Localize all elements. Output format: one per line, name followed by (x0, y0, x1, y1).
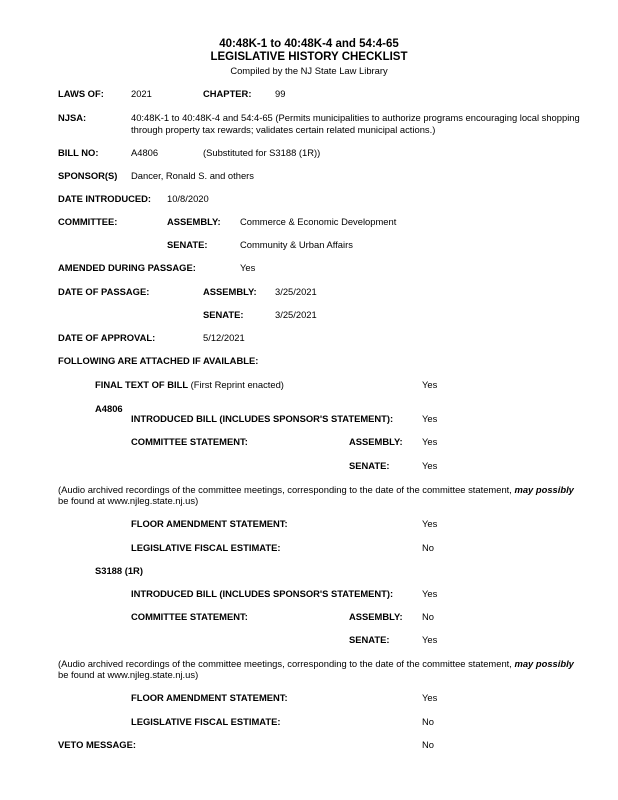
date-introduced-label: DATE INTRODUCED: (58, 193, 152, 204)
a4806-senate-label: SENATE: (349, 460, 390, 471)
date-introduced-value: 10/8/2020 (167, 193, 209, 204)
committee-assembly-value: Commerce & Economic Development (240, 216, 397, 227)
committee-label: COMMITTEE: (58, 216, 118, 227)
a4806-introduced-label: INTRODUCED BILL (INCLUDES SPONSOR'S STATEMENT): (131, 413, 394, 424)
audio-note-1-emph: may possibly (514, 484, 574, 495)
final-text-label: FINAL TEXT OF BILL (95, 379, 189, 390)
a4806-senate-value: Yes (422, 460, 438, 471)
s3188-floor-value: Yes (422, 692, 438, 703)
committee-senate-label: SENATE: (167, 239, 208, 250)
audio-note-2-line2: be found at www.njleg.state.nj.us) (58, 669, 199, 680)
bill-no-value: A4806 (131, 147, 159, 158)
compiled-by: Compiled by the NJ State Law Library (230, 65, 388, 76)
passage-label: DATE OF PASSAGE: (58, 286, 150, 297)
chapter-value: 99 (275, 88, 286, 99)
veto-value: No (422, 739, 434, 750)
njsa-label: NJSA: (58, 112, 87, 123)
sponsors-value: Dancer, Ronald S. and others (131, 170, 254, 181)
following-heading: FOLLOWING ARE ATTACHED IF AVAILABLE: (58, 355, 259, 366)
audio-note-2-text: (Audio archived recordings of the committee meetings, corresponding to the date of the committee statement, (58, 658, 515, 669)
approval-label: DATE OF APPROVAL: (58, 332, 156, 343)
s3188-introduced-label: INTRODUCED BILL (INCLUDES SPONSOR'S STATEMENT): (131, 588, 394, 599)
s3188-assembly-value: No (422, 611, 434, 622)
laws-of-label: LAWS OF: (58, 88, 104, 99)
audio-note-2-emph: may possibly (514, 658, 574, 669)
veto-label: VETO MESSAGE: (58, 739, 136, 750)
passage-senate-label: SENATE: (203, 309, 244, 320)
chapter-label: CHAPTER: (203, 88, 252, 99)
s3188-label: S3188 (1R) (95, 565, 143, 576)
amended-value: Yes (240, 262, 256, 273)
committee-senate-value: Community & Urban Affairs (240, 239, 353, 250)
bill-no-note: (Substituted for S3188 (1R)) (203, 147, 321, 158)
passage-assembly-label: ASSEMBLY: (203, 286, 257, 297)
bill-no-label: BILL NO: (58, 147, 99, 158)
s3188-introduced-value: Yes (422, 588, 438, 599)
a4806-assembly-label: ASSEMBLY: (349, 436, 403, 447)
audio-note-1 (58, 484, 574, 495)
final-text-row (95, 379, 284, 390)
a4806-label: A4806 (95, 403, 123, 414)
s3188-fiscal-label: LEGISLATIVE FISCAL ESTIMATE: (131, 716, 281, 727)
committee-assembly-label: ASSEMBLY: (167, 216, 221, 227)
passage-assembly-value: 3/25/2021 (275, 286, 317, 297)
laws-of-value: 2021 (131, 88, 152, 99)
a4806-fiscal-label: LEGISLATIVE FISCAL ESTIMATE: (131, 542, 281, 553)
passage-senate-value: 3/25/2021 (275, 309, 317, 320)
njsa-line-1: 40:48K-1 to 40:48K-4 and 54:4-65 (Permits municipalities to authorize programs encouraging local shopping (131, 112, 580, 123)
page-title: 40:48K-1 to 40:48K-4 and 54:4-65 (219, 38, 399, 50)
a4806-committee-label: COMMITTEE STATEMENT: (131, 436, 248, 447)
njsa-line-2: through property tax rewards; validates certain related municipal actions.) (131, 124, 436, 135)
s3188-senate-label: SENATE: (349, 634, 390, 645)
amended-label: AMENDED DURING PASSAGE: (58, 262, 196, 273)
checklist-heading: LEGISLATIVE HISTORY CHECKLIST (210, 51, 408, 63)
s3188-floor-label: FLOOR AMENDMENT STATEMENT: (131, 692, 288, 703)
audio-note-2 (58, 658, 574, 669)
a4806-assembly-value: Yes (422, 436, 438, 447)
audio-note-1-text: (Audio archived recordings of the committee meetings, corresponding to the date of the committee statement, (58, 484, 515, 495)
a4806-floor-value: Yes (422, 518, 438, 529)
s3188-committee-label: COMMITTEE STATEMENT: (131, 611, 248, 622)
a4806-introduced-value: Yes (422, 413, 438, 424)
a4806-fiscal-value: No (422, 542, 434, 553)
sponsors-label: SPONSOR(S) (58, 170, 118, 181)
a4806-floor-label: FLOOR AMENDMENT STATEMENT: (131, 518, 288, 529)
s3188-senate-value: Yes (422, 634, 438, 645)
approval-value: 5/12/2021 (203, 332, 245, 343)
audio-note-1-line2: be found at www.njleg.state.nj.us) (58, 495, 199, 506)
s3188-fiscal-value: No (422, 716, 434, 727)
final-text-note: (First Reprint enacted) (188, 379, 284, 390)
s3188-assembly-label: ASSEMBLY: (349, 611, 403, 622)
final-text-value: Yes (422, 379, 438, 390)
